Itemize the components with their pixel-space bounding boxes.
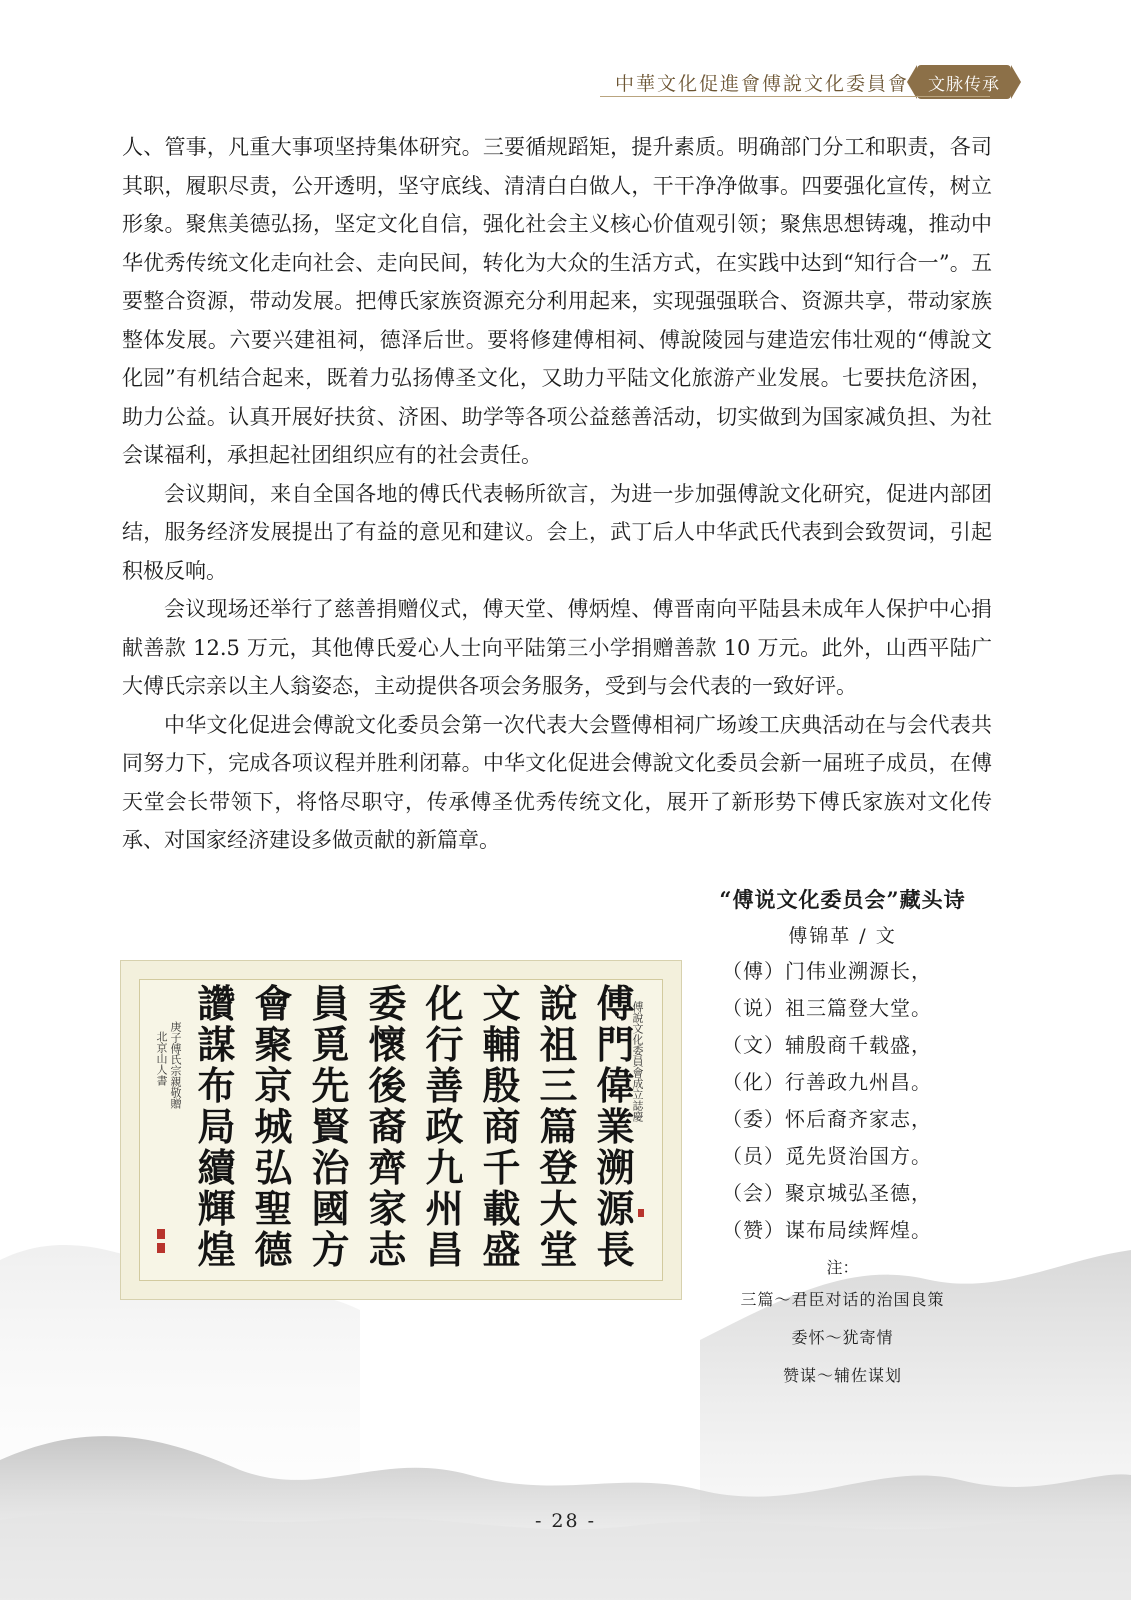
calligraphy-char: 長 <box>596 1227 635 1272</box>
calligraphy-column <box>360 983 415 1273</box>
calligraphy-char: 家 <box>368 1186 407 1231</box>
poem-note: 三篇～君臣对话的治国良策 <box>740 1290 945 1309</box>
inscription-right: 傅說文化委員會成立誌慶 <box>631 1001 644 1122</box>
calligraphy-char: 後 <box>368 1063 407 1108</box>
calligraphy-char: 會 <box>254 981 293 1026</box>
paragraph: 会议期间，来自全国各地的傅氏代表畅所欲言，为进一步加强傅說文化研究，促进内部团结，服务经济发展提出了有益的意见和建议。会上，武丁后人中华武氏代表到会致贺词，引起积极反响。 <box>122 481 992 583</box>
poem-line: （会）聚京城弘圣德， <box>722 1181 932 1205</box>
calligraphy-char: 善 <box>425 1063 464 1108</box>
calligraphy-char: 懷 <box>368 1022 407 1067</box>
calligraphy-char: 國 <box>311 1186 350 1231</box>
seal-stamp <box>638 1209 644 1217</box>
calligraphy-char: 源 <box>596 1186 635 1231</box>
calligraphy-char: 布 <box>197 1063 236 1108</box>
calligraphy-char: 殷 <box>482 1063 521 1108</box>
calligraphy-char: 大 <box>539 1186 578 1231</box>
calligraphy-char: 傅 <box>596 981 635 1026</box>
calligraphy-char: 載 <box>482 1186 521 1231</box>
calligraphy-char: 讚 <box>197 981 236 1026</box>
calligraphy-char: 溯 <box>596 1145 635 1190</box>
poem-note: 赞谋～辅佐谋划 <box>782 1366 902 1385</box>
poem-line: （文）辅殷商千载盛， <box>722 1033 932 1057</box>
calligraphy-char: 盛 <box>482 1227 521 1272</box>
acrostic-poem <box>700 885 985 1395</box>
calligraphy-scroll <box>120 960 682 1300</box>
poem-note: 委怀～犹寄情 <box>791 1328 894 1347</box>
calligraphy-char: 輝 <box>197 1186 236 1231</box>
calligraphy-char: 門 <box>596 1022 635 1067</box>
calligraphy-char: 城 <box>254 1104 293 1149</box>
calligraphy-char: 行 <box>425 1022 464 1067</box>
calligraphy-column <box>474 983 529 1273</box>
poem-line: （说）祖三篇登大堂。 <box>722 996 932 1020</box>
calligraphy-char: 三 <box>539 1063 578 1108</box>
calligraphy-char: 方 <box>311 1227 350 1272</box>
calligraphy-char: 昌 <box>425 1227 464 1272</box>
calligraphy-char: 堂 <box>539 1227 578 1272</box>
calligraphy-column <box>246 983 301 1273</box>
paragraph: 会议现场还举行了慈善捐赠仪式，傅天堂、傅炳煌、傅晋南向平陆县未成年人保护中心捐献善款 12.5 万元，其他傅氏爱心人士向平陆第三小学捐赠善款 10 万元。此外，山西平陆广大傅氏宗亲以主人翁姿态，主动提供各项会务服务，受到与会代表的一致好评。 <box>122 597 992 698</box>
calligraphy-char: 業 <box>596 1104 635 1149</box>
header-title: 中華文化促進會傅說文化委員會 <box>614 72 909 95</box>
calligraphy-char: 裔 <box>368 1104 407 1149</box>
calligraphy-char: 州 <box>425 1186 464 1231</box>
calligraphy-char: 聚 <box>254 1022 293 1067</box>
calligraphy-char: 千 <box>482 1145 521 1190</box>
calligraphy-char: 輔 <box>482 1022 521 1067</box>
calligraphy-column <box>189 983 244 1273</box>
calligraphy-column <box>417 983 472 1273</box>
poem-title: “傅说文化委员会”藏头诗 <box>719 887 966 912</box>
inscription-left: 庚子傅氏宗親敬贈 <box>169 1021 182 1109</box>
page-number: - 28 - <box>534 1510 597 1532</box>
calligraphy-char: 員 <box>311 981 350 1026</box>
note-label: 注： <box>826 1258 859 1277</box>
calligraphy-char: 齊 <box>368 1145 407 1190</box>
calligraphy-char: 覓 <box>311 1022 350 1067</box>
poem-line: （员）觅先贤治国方。 <box>722 1144 932 1168</box>
poem-line: （赞）谋布局续辉煌。 <box>722 1218 932 1242</box>
calligraphy-char: 說 <box>539 981 578 1026</box>
article-body <box>122 128 992 860</box>
calligraphy-char: 商 <box>482 1104 521 1149</box>
calligraphy-columns <box>189 983 643 1273</box>
poem-line: （化）行善政九州昌。 <box>722 1070 932 1094</box>
calligraphy-char: 委 <box>368 981 407 1026</box>
calligraphy-char: 續 <box>197 1145 236 1190</box>
calligraphy-char: 篇 <box>539 1104 578 1149</box>
calligraphy-char: 化 <box>425 981 464 1026</box>
calligraphy-char: 謀 <box>197 1022 236 1067</box>
poem-line: （傅）门伟业溯源长， <box>722 959 932 983</box>
seal-stamp <box>157 1243 165 1253</box>
header-rule <box>600 96 990 97</box>
calligraphy-char: 局 <box>197 1104 236 1149</box>
calligraphy-char: 政 <box>425 1104 464 1149</box>
calligraphy-char: 弘 <box>254 1145 293 1190</box>
calligraphy-char: 賢 <box>311 1104 350 1149</box>
calligraphy-column <box>303 983 358 1273</box>
poem-author: 傅锦革 / 文 <box>788 925 897 947</box>
calligraphy-char: 文 <box>482 981 521 1026</box>
calligraphy-char: 志 <box>368 1227 407 1272</box>
inscription-left-signature: 北京山人書 <box>155 1031 168 1086</box>
paragraph: 中华文化促进会傅說文化委员会第一次代表大会暨傅相祠广场竣工庆典活动在与会代表共同努力下，完成各项议程并胜利闭幕。中华文化促进会傅說文化委员会新一届班子成员，在傅天堂会长带领下，将恪尽职守，传承傅圣优秀传统文化，展开了新形势下傅氏家族对文化传承、对国家经济建设多做贡献的新篇章。 <box>122 712 992 852</box>
paragraph: 人、管事，凡重大事项坚持集体研究。三要循规蹈矩，提升素质。明确部门分工和职责，各司其职，履职尽责，公开透明，坚守底线、清清白白做人，干干净净做事。四要强化宣传，树立形象。聚焦美德弘扬，坚定文化自信，强化社会主义核心价值观引领；聚焦思想铸魂，推动中华优秀传统文化走向社会、走向民间，转化为大众的生活方式，在实践中达到“知行合一”。五要整合资源，带动发展。把傅氏家族资源充分利用起来，实现强强联合、资源共享，带动家族整体发展。六要兴建祖祠，德泽后世。要将修建傅相祠、傅說陵园与建造宏伟壮观的“傅說文化园”有机结合起来，既着力弘扬傅圣文化，又助力平陆文化旅游产业发展。七要扶危济困，助力公益。认真开展好扶贫、济困、助学等各项公益慈善活动，切实做到为国家减负担、为社会谋福利，承担起社团组织应有的社会责任。 <box>122 135 992 467</box>
poem-line: （委）怀后裔齐家志， <box>722 1107 932 1131</box>
header-badge: 文脉传承 <box>917 65 1011 99</box>
calligraphy-char: 聖 <box>254 1186 293 1231</box>
calligraphy-char: 九 <box>425 1145 464 1190</box>
calligraphy-char: 治 <box>311 1145 350 1190</box>
calligraphy-char: 京 <box>254 1063 293 1108</box>
calligraphy-char: 祖 <box>539 1022 578 1067</box>
calligraphy-char: 德 <box>254 1227 293 1272</box>
calligraphy-column <box>531 983 586 1273</box>
calligraphy-char: 偉 <box>596 1063 635 1108</box>
calligraphy-char: 登 <box>539 1145 578 1190</box>
calligraphy-char: 煌 <box>197 1227 236 1272</box>
calligraphy-char: 先 <box>311 1063 350 1108</box>
poem-lines <box>700 953 985 1249</box>
seal-stamp <box>157 1229 165 1239</box>
